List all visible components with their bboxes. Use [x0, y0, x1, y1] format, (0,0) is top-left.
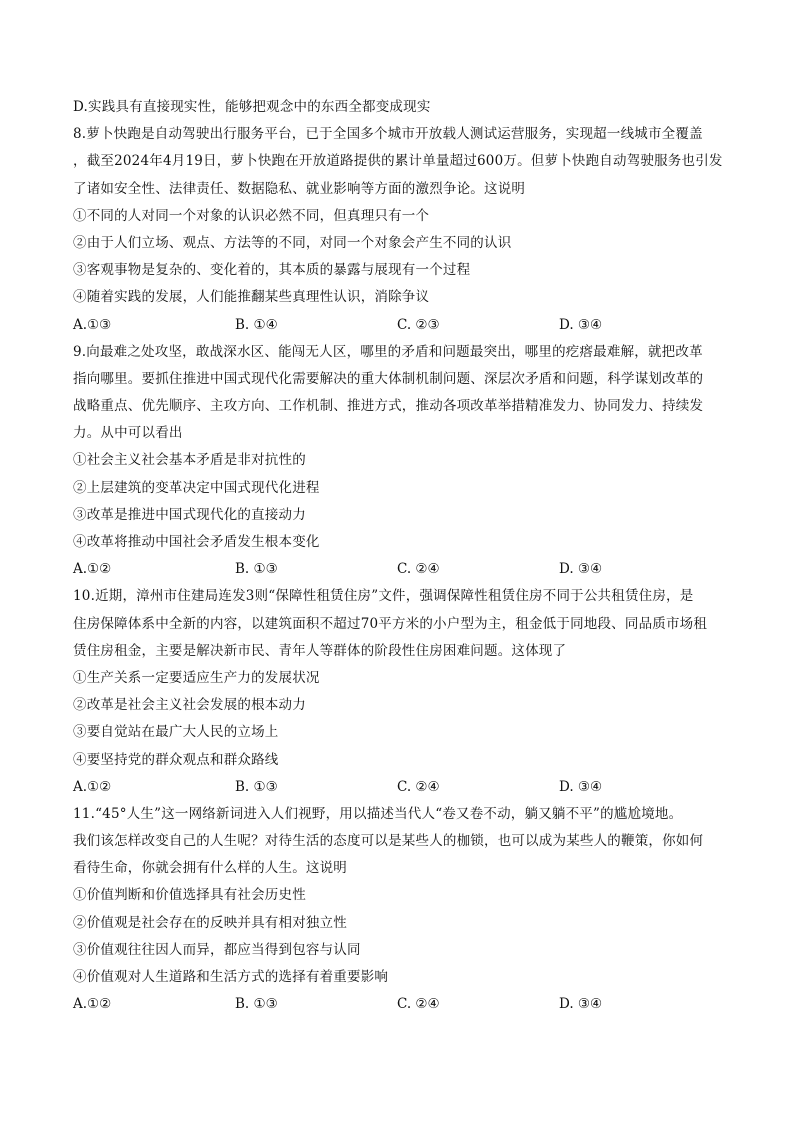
question-9 [73, 339, 723, 584]
q8-statement-4: ④随着实践的发展，人们能推翻某些真理性认识，消除争议 [73, 289, 430, 306]
q8-statement-3: ③客观事物是复杂的、变化着的，其本质的暴露与展现有一个过程 [73, 262, 471, 279]
question-10 [73, 583, 723, 801]
q9-option-b: B. ①③ [235, 561, 278, 578]
q11-statement-4: ④价值观对人生道路和生活方式的选择有着重要影响 [73, 969, 389, 985]
q8-statement-1: ①不同的人对同一个对象的认识必然不同，但真理只有一个 [73, 207, 430, 224]
q11-statement-3: ③价值观往往因人而异，都应当得到包容与认同 [73, 941, 361, 958]
q8-stem-line-2: ，截至2024年4月19日，萝卜快跑在开放道路提供的累计单量超过600万。但萝卜快跑自动驾驶服务也引发 [73, 153, 723, 170]
q10-stem-line-3: 赁住房租金，主要是解决新市民、青年人等群体的阶段性住房困难问题。这体现了 [73, 642, 567, 659]
q9-statement-4: ④改革将推动中国社会矛盾发生根本变化 [73, 534, 320, 550]
q9-stem-line-1: 9.向最难之处攻坚，敢战深水区、能闯无人区，哪里的矛盾和问题最突出，哪里的疙瘩最难解，就把改革 [73, 343, 703, 360]
q11-stem-line-2: 我们该怎样改变自己的人生呢？对待生活的态度可以是某些人的枷锁，也可以成为某些人的鞭策，你如何 [73, 833, 704, 850]
q9-option-c: C. ②④ [397, 561, 440, 578]
q10-statement-3: ③要自觉站在最广大人民的立场上 [73, 724, 279, 741]
q10-option-a: A.①② [73, 778, 112, 795]
q10-stem-line-2: 住房保障体系中全新的内容，以建筑面积不超过70平方米的小户型为主，租金低于同地段、同品质市场租 [73, 615, 708, 632]
q9-option-d: D. ③④ [559, 561, 603, 578]
q8-option-d: D. ③④ [559, 316, 603, 333]
q8-option-a: A.①③ [73, 316, 112, 333]
q11-option-d: D. ③④ [559, 996, 603, 1013]
q10-stem-line-1: 10.近期，漳州市住建局连发3则“保障性租赁住房”文件，强调保障性租赁住房不同于公共租赁住房，是 [73, 588, 694, 605]
q8-statement-2: ②由于人们立场、观点、方法等的不同，对同一个对象会产生不同的认识 [73, 234, 512, 251]
q11-stem-line-3: 看待生命，你就会拥有什么样的人生。这说明 [73, 860, 347, 877]
q10-option-b: B. ①③ [235, 778, 278, 795]
q11-statement-1: ①价值判断和价值选择具有社会历史性 [73, 887, 306, 904]
exam-page [73, 94, 723, 1018]
q10-statement-4: ④要坚持党的群众观点和群众路线 [73, 751, 279, 768]
q9-options [73, 556, 723, 583]
q10-statement-1: ①生产关系一定要适应生产力的发展状况 [73, 669, 320, 686]
q9-statement-1: ①社会主义社会基本矛盾是非对抗性的 [73, 452, 306, 469]
q10-option-c: C. ②④ [397, 778, 440, 795]
q9-statement-3: ③改革是推进中国式现代化的直接动力 [73, 506, 306, 523]
q10-statement-2: ②改革是社会主义社会发展的根本动力 [73, 697, 306, 714]
q9-statement-2: ②上层建筑的变革决定中国式现代化进程 [73, 479, 320, 496]
q9-stem-line-3: 战略重点、优先顺序、主攻方向、工作机制、推进方式，推动各项改革举措精准发力、协同发力、持续发 [73, 398, 704, 415]
q10-option-d: D. ③④ [559, 778, 603, 795]
q9-option-a: A.①② [73, 561, 112, 578]
q11-statement-2: ②价值观是社会存在的反映并具有相对独立性 [73, 914, 347, 931]
question-8 [73, 121, 723, 339]
q8-stem-line-3: 了诸如安全性、法律责任、数据隐私、就业影响等方面的激烈争论。这说明 [73, 180, 526, 197]
q11-option-c: C. ②④ [397, 996, 440, 1013]
q11-options [73, 991, 723, 1018]
q10-options [73, 774, 723, 801]
q11-option-a: A.①② [73, 996, 112, 1013]
q11-option-b: B. ①③ [235, 996, 278, 1013]
q11-stem-line-1: 11.“45°人生”这一网络新词进入人们视野，用以描述当代人“卷又卷不动，躺又躺不平”的尴尬境地。 [73, 805, 683, 822]
q8-options [73, 312, 723, 339]
q9-stem-line-2: 指向哪里。要抓住推进中国式现代化需要解决的重大体制机制问题、深层次矛盾和问题，科学谋划改革的 [73, 370, 704, 387]
q8-option-c: C. ②③ [397, 316, 440, 333]
question-11 [73, 801, 723, 1019]
q8-stem-line-1: 8.萝卜快跑是自动驾驶出行服务平台，已于全国多个城市开放载人测试运营服务，实现超一线城市全覆盖 [73, 126, 703, 143]
q9-stem-line-4: 力。从中可以看出 [73, 425, 183, 442]
q7-option-d: D.实践具有直接现实性，能够把观念中的东西全都变成现实 [73, 99, 431, 115]
q8-option-b: B. ①④ [235, 316, 278, 333]
